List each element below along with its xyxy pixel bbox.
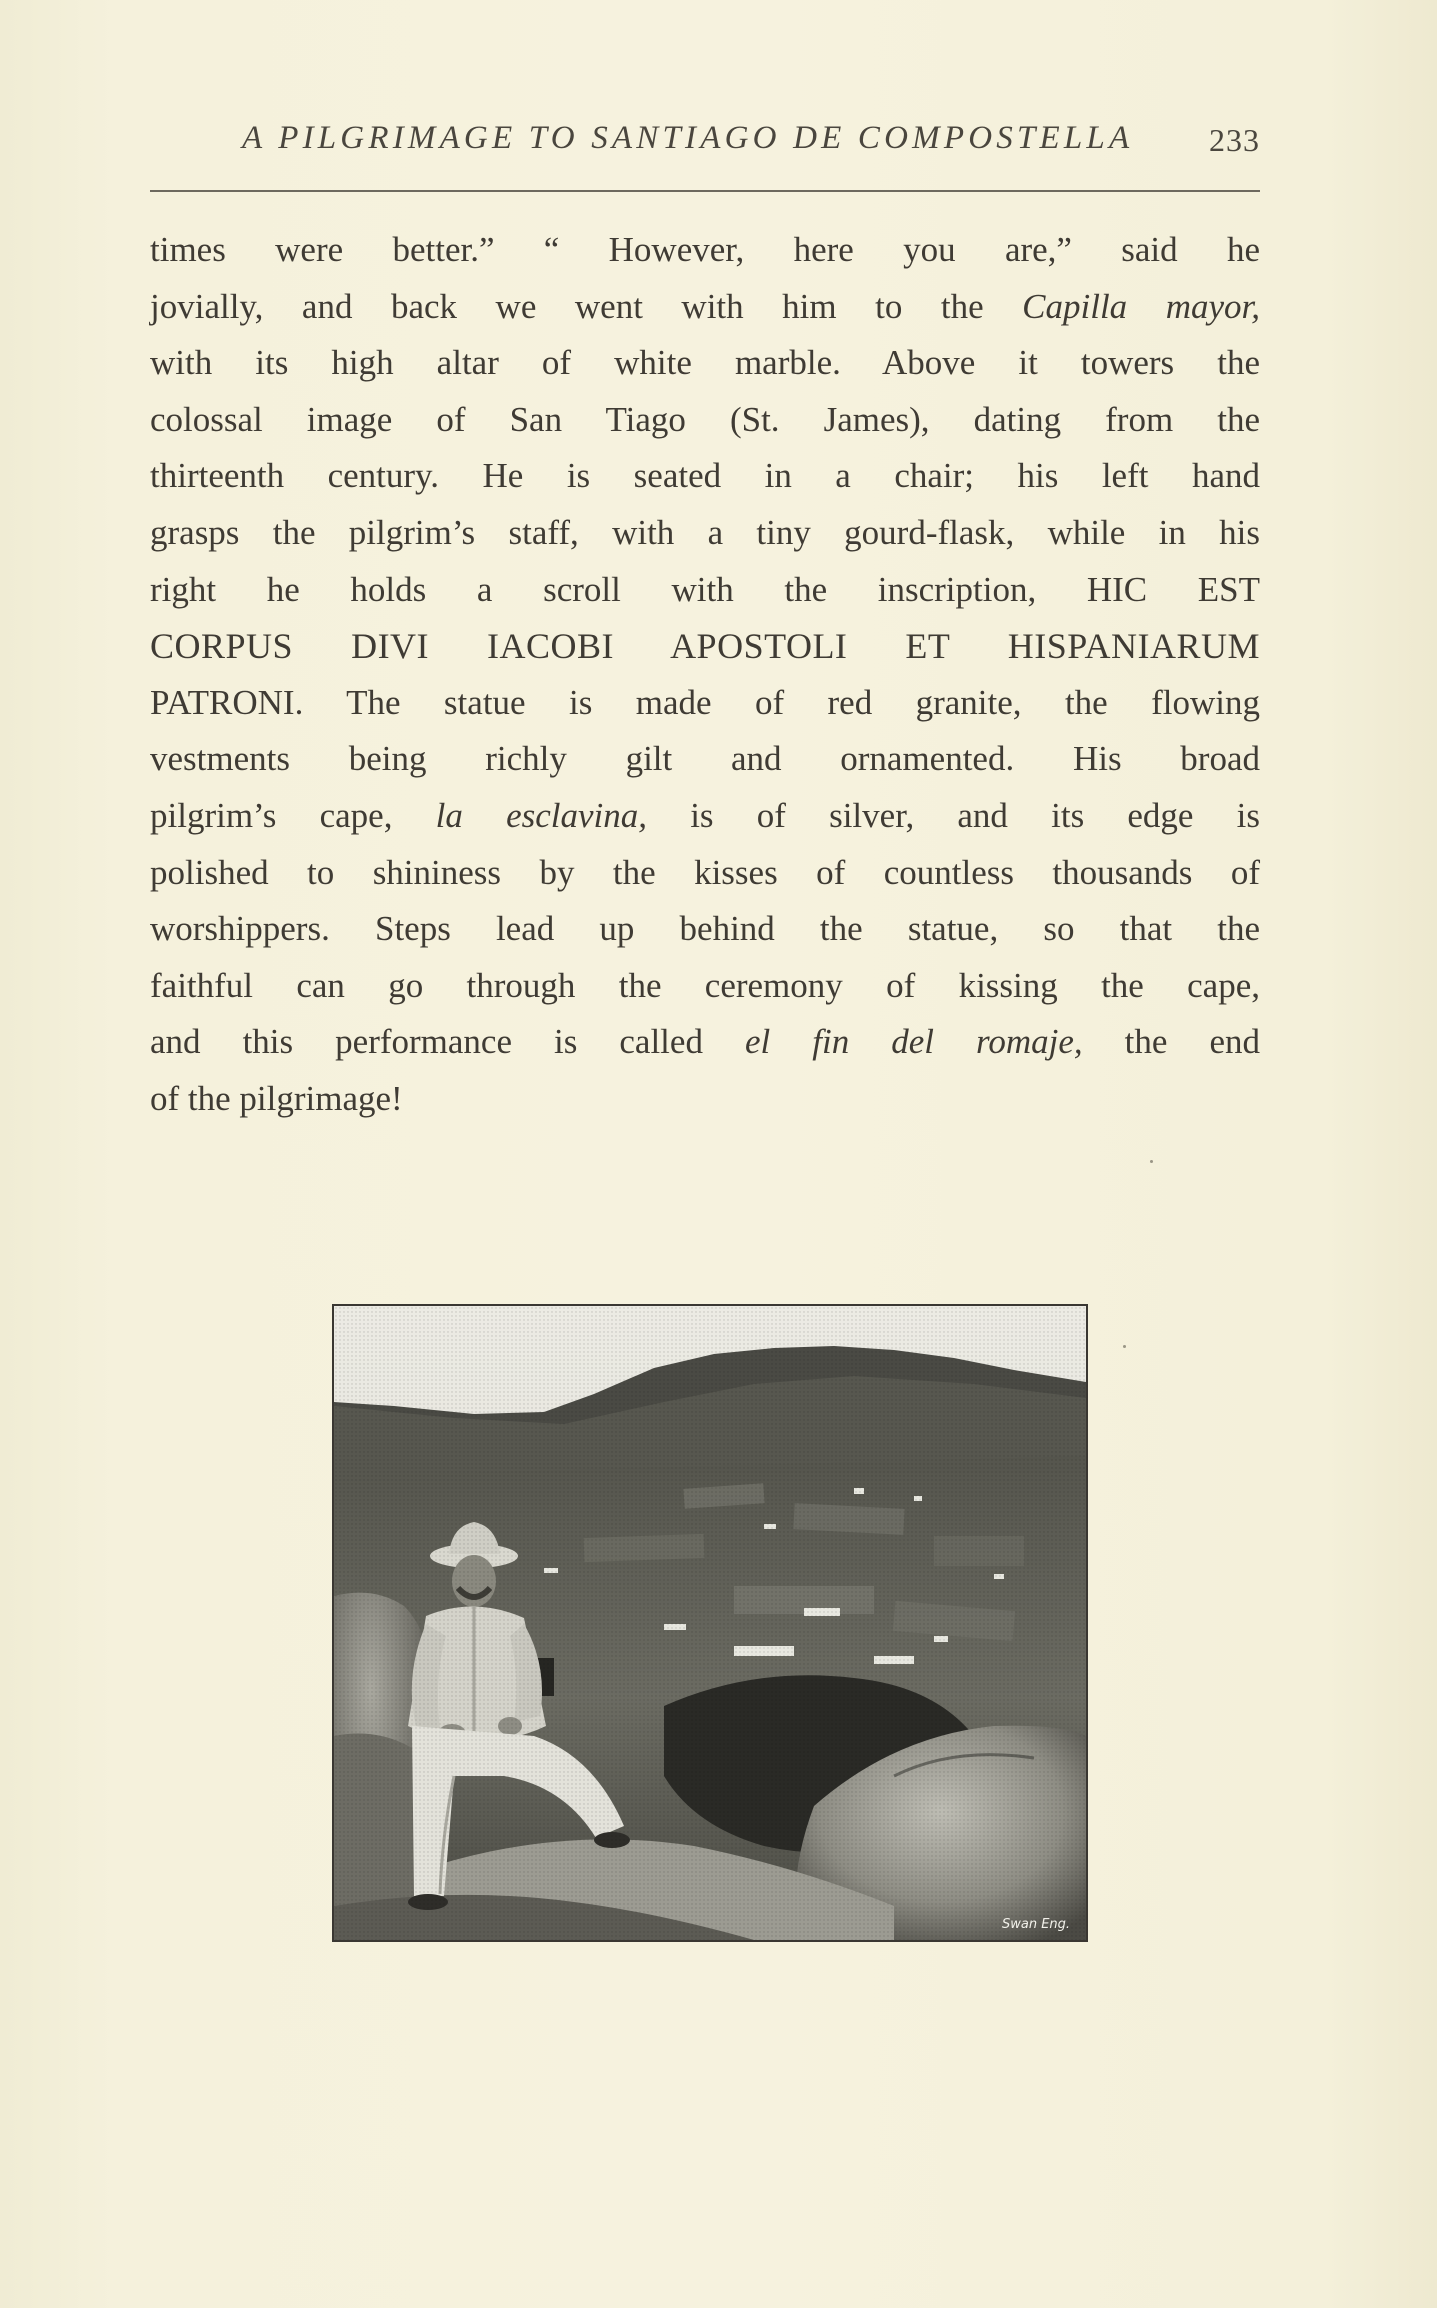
text-line bbox=[150, 675, 1260, 732]
text-run: and this performance is called bbox=[150, 1022, 745, 1062]
text-run: vestments being richly gilt and ornamented. His broad bbox=[150, 739, 1260, 779]
text-run: faithful can go through the ceremony of kissing the cape, bbox=[150, 965, 1260, 1005]
text-run: PATRONI. The statue is made of red granite, the flowing bbox=[150, 682, 1260, 722]
text-line bbox=[150, 448, 1260, 505]
stray-ink-mark bbox=[1150, 1160, 1153, 1163]
text-line bbox=[150, 618, 1260, 675]
text-run: times were better.” “ However, here you are,” said he bbox=[150, 230, 1260, 269]
text-line bbox=[150, 335, 1260, 392]
stray-ink-mark bbox=[1123, 1345, 1126, 1348]
text-run: pilgrim’s cape, bbox=[150, 795, 436, 835]
text-run: thirteenth century. He is seated in a chair; his left hand bbox=[150, 456, 1260, 496]
text-run: worshippers. Steps lead up behind the statue, so that the bbox=[150, 909, 1260, 949]
text-line bbox=[150, 788, 1260, 845]
text-run: polished to shininess by the kisses of countless thousands of bbox=[150, 852, 1260, 892]
text-line bbox=[150, 505, 1260, 562]
text-run: right he holds a scroll with the inscription, HIC EST bbox=[150, 569, 1260, 609]
engraver-signature: Swan Eng. bbox=[1002, 1917, 1071, 1932]
running-head bbox=[150, 120, 1260, 170]
header-rule bbox=[150, 190, 1260, 192]
text-line bbox=[150, 845, 1260, 902]
text-run: colossal image of San Tiago (St. James), dating from the bbox=[150, 399, 1260, 439]
body-text bbox=[150, 222, 1260, 1128]
text-run: the end bbox=[1082, 1022, 1261, 1062]
text-run: jovially, and back we went with him to the bbox=[150, 286, 1023, 326]
text-line bbox=[150, 731, 1260, 788]
text-line bbox=[150, 958, 1260, 1015]
italic-phrase: la esclavina, bbox=[435, 795, 647, 835]
text-run: with its high altar of white marble. Above it towers the bbox=[150, 343, 1260, 383]
italic-phrase: Capilla mayor, bbox=[1022, 286, 1260, 326]
text-line bbox=[150, 222, 1260, 279]
halftone-photograph bbox=[332, 1304, 1088, 1942]
text-line bbox=[150, 392, 1260, 449]
text-line bbox=[150, 901, 1260, 958]
text-run: CORPUS DIVI IACOBI APOSTOLI ET HISPANIARUM bbox=[150, 626, 1260, 667]
text-line bbox=[150, 1071, 1260, 1128]
italic-phrase: el fin del romaje, bbox=[744, 1022, 1083, 1062]
running-title: A PILGRIMAGE TO SANTIAGO DE COMPOSTELLA bbox=[242, 120, 1134, 156]
text-run: is of silver, and its edge is bbox=[647, 795, 1260, 835]
text-run: grasps the pilgrim’s staff, with a tiny gourd-flask, while in his bbox=[150, 512, 1260, 552]
photograph-image bbox=[334, 1306, 1086, 1940]
halftone-overlay bbox=[334, 1306, 1086, 1940]
page-number: 233 bbox=[1209, 122, 1260, 158]
text-line bbox=[150, 279, 1260, 336]
text-line bbox=[150, 562, 1260, 619]
text-line bbox=[150, 1014, 1260, 1071]
text-run: of the pilgrimage! bbox=[150, 1078, 403, 1118]
